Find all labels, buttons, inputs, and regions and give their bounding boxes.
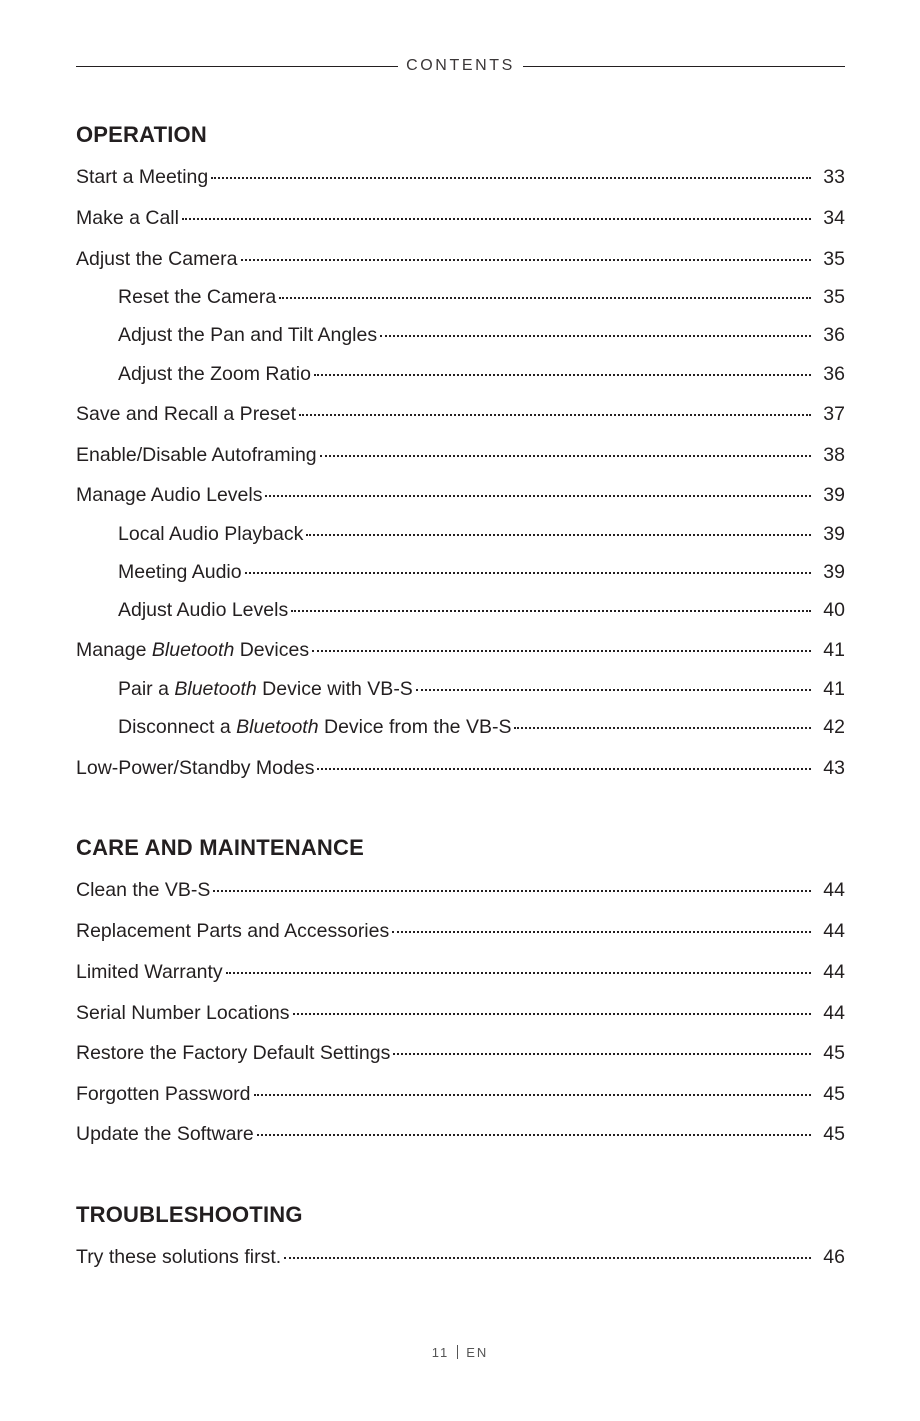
toc-entry[interactable]	[76, 1000, 845, 1026]
section-operation	[76, 122, 845, 779]
dot-leader	[393, 1053, 811, 1055]
toc-page-number: 38	[823, 444, 845, 466]
toc-subentry[interactable]	[118, 676, 845, 702]
toc-entry-label: Low-Power/Standby Modes	[76, 757, 315, 779]
toc-entry-label: Make a Call	[76, 207, 179, 229]
toc-entry[interactable]	[76, 1244, 845, 1270]
toc-page-number: 43	[823, 757, 845, 779]
dot-leader	[182, 218, 811, 220]
toc-page-number: 41	[823, 678, 845, 700]
section-heading: CARE AND MAINTENANCE	[76, 835, 364, 860]
toc-entry-label: Restore the Factory Default Settings	[76, 1042, 391, 1064]
toc-subentry[interactable]	[118, 714, 845, 740]
toc-entry-label: Start a Meeting	[76, 166, 209, 188]
toc-entry[interactable]	[76, 164, 845, 190]
contents-header	[76, 54, 845, 78]
toc-entry[interactable]	[76, 482, 845, 508]
toc-entry[interactable]	[76, 637, 845, 663]
toc-entry-label: Try these solutions first.	[76, 1246, 282, 1268]
toc-entry-label: Adjust Audio Levels	[118, 599, 289, 621]
toc-entry-label: Manage Audio Levels	[76, 484, 263, 506]
toc-entry-label: Clean the VB-S	[76, 879, 211, 901]
footer-page-number: 11	[431, 1345, 450, 1360]
section-heading: OPERATION	[76, 122, 207, 147]
toc-page-number: 39	[823, 561, 845, 583]
footer-language: EN	[466, 1345, 489, 1360]
dot-leader	[317, 768, 811, 770]
toc-entry[interactable]	[76, 401, 845, 427]
toc-subentry[interactable]	[118, 361, 845, 387]
toc-entry-label: Disconnect a Bluetooth Device from the VB-S	[118, 716, 512, 738]
toc-entry[interactable]	[76, 877, 845, 903]
header-rule-left	[76, 66, 398, 67]
toc-entry-label: Enable/Disable Autoframing	[76, 444, 317, 466]
toc-entry-label: Adjust the Pan and Tilt Angles	[118, 324, 378, 346]
toc-page-number: 44	[823, 961, 845, 983]
toc-entry-label: Save and Recall a Preset	[76, 403, 297, 425]
toc-page-number: 42	[823, 716, 845, 738]
toc-entry-label: Update the Software	[76, 1123, 254, 1145]
toc-page-number: 45	[823, 1083, 845, 1105]
dot-leader	[291, 610, 811, 612]
toc-page-number: 44	[823, 1002, 845, 1024]
toc-entry-label: Serial Number Locations	[76, 1002, 290, 1024]
toc-entry-label: Local Audio Playback	[118, 523, 304, 545]
dot-leader	[245, 572, 811, 574]
dot-leader	[293, 1013, 811, 1015]
dot-leader	[241, 259, 812, 261]
toc-entry[interactable]	[76, 918, 845, 944]
section-troubleshooting	[76, 1202, 845, 1268]
toc-entry[interactable]	[76, 1081, 845, 1107]
dot-leader	[226, 972, 811, 974]
dot-leader	[306, 534, 811, 536]
toc-subentry[interactable]	[118, 597, 845, 623]
toc-page-number: 35	[823, 248, 845, 270]
dot-leader	[392, 931, 811, 933]
dot-leader	[213, 890, 811, 892]
toc-entry-label: Forgotten Password	[76, 1083, 251, 1105]
toc-subentry[interactable]	[118, 559, 845, 585]
toc-subentry[interactable]	[118, 322, 845, 348]
dot-leader	[312, 650, 811, 652]
toc-entry-label: Adjust the Camera	[76, 248, 238, 270]
footer-separator	[457, 1345, 458, 1359]
dot-leader	[257, 1134, 811, 1136]
section-care-and-maintenance	[76, 835, 845, 1145]
toc-page-number: 45	[823, 1042, 845, 1064]
dot-leader	[320, 455, 811, 457]
dot-leader	[380, 335, 811, 337]
dot-leader	[284, 1257, 811, 1259]
toc-entry-label: Meeting Audio	[118, 561, 242, 583]
toc-page-number: 39	[823, 523, 845, 545]
toc-entry-label: Adjust the Zoom Ratio	[118, 363, 311, 385]
dot-leader	[416, 689, 811, 691]
toc-entry-label: Pair a Bluetooth Device with VB-S	[118, 678, 413, 700]
dot-leader	[299, 414, 811, 416]
toc-entry[interactable]	[76, 442, 845, 468]
dot-leader	[211, 177, 811, 179]
toc-entry-label: Replacement Parts and Accessories	[76, 920, 390, 942]
toc-page-number: 37	[823, 403, 845, 425]
toc-entry-label: Limited Warranty	[76, 961, 223, 983]
toc-entry[interactable]	[76, 1040, 845, 1066]
toc-page-number: 36	[823, 324, 845, 346]
toc-page-number: 44	[823, 879, 845, 901]
section-heading: TROUBLESHOOTING	[76, 1202, 303, 1227]
dot-leader	[254, 1094, 811, 1096]
header-title: CONTENTS	[406, 57, 515, 74]
toc-page-number: 40	[823, 599, 845, 621]
dot-leader	[314, 374, 811, 376]
toc-page-number: 36	[823, 363, 845, 385]
dot-leader	[265, 495, 811, 497]
dot-leader	[279, 297, 811, 299]
toc-page-number: 33	[823, 166, 845, 188]
toc-page-number: 44	[823, 920, 845, 942]
header-rule-right	[523, 66, 845, 67]
toc-page-number: 46	[823, 1246, 845, 1268]
toc-subentry[interactable]	[118, 521, 845, 547]
dot-leader	[514, 727, 811, 729]
toc-entry-label: Reset the Camera	[118, 286, 277, 308]
page-footer	[0, 1345, 920, 1360]
toc-page-number: 41	[823, 639, 845, 661]
toc-entry[interactable]	[76, 246, 845, 272]
toc-page-number: 34	[823, 207, 845, 229]
toc-page-number: 45	[823, 1123, 845, 1145]
toc-entry[interactable]	[76, 959, 845, 985]
toc-page-number: 39	[823, 484, 845, 506]
toc-page-number: 35	[823, 286, 845, 308]
toc-entry[interactable]	[76, 755, 845, 781]
toc-entry-label: Manage Bluetooth Devices	[76, 639, 310, 661]
toc-entry[interactable]	[76, 1121, 845, 1147]
toc-subentry[interactable]	[118, 284, 845, 310]
toc-entry[interactable]	[76, 205, 845, 231]
